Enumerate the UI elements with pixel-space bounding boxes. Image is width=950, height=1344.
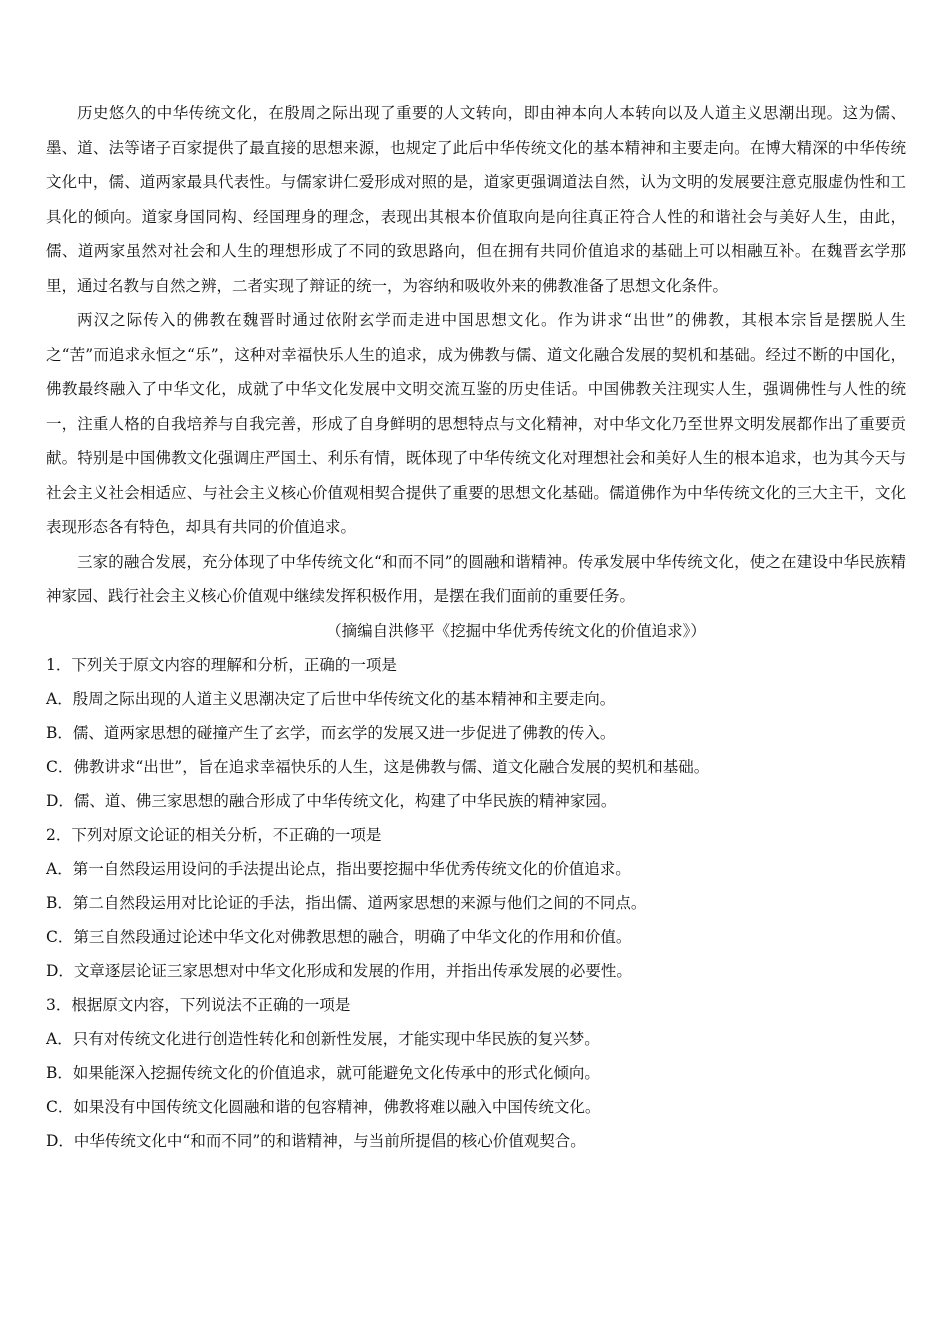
question-option: B．第二自然段运用对比论证的手法，指出儒、道两家思想的来源与他们之间的不同点。 <box>46 893 647 912</box>
question-option: A．只有对传统文化进行创造性转化和创新性发展，才能实现中华民族的复兴梦。 <box>46 1029 600 1048</box>
question-option: C．如果没有中国传统文化圆融和谐的包容精神，佛教将难以融入中国传统文化。 <box>46 1097 601 1116</box>
question-stem: 1．下列关于原文内容的理解和分析，正确的一项是 <box>46 655 397 674</box>
question-2 <box>46 818 906 988</box>
passage-paragraph-3: 三家的融合发展，充分体现了中华传统文化“和而不同”的圆融和谐精神。传承发展中华传统文化，使之在建设中华民族精神家园、践行社会主义核心价值观中继续发挥积极作用，是摆在我们面前的重要任务。 <box>46 552 906 605</box>
question-option: D．儒、道、佛三家思想的融合形成了中华传统文化，构建了中华民族的精神家园。 <box>46 791 617 810</box>
question-stem: 3．根据原文内容，下列说法不正确的一项是 <box>46 995 351 1014</box>
question-option: A．第一自然段运用设问的手法提出论点，指出要挖掘中华优秀传统文化的价值追求。 <box>46 859 631 878</box>
question-option: A．殷周之际出现的人道主义思潮决定了后世中华传统文化的基本精神和主要走向。 <box>46 689 616 708</box>
passage-source: （摘编自洪修平《挖掘中华优秀传统文化的价值追求》） <box>326 621 706 640</box>
question-option: D．文章逐层论证三家思想对中华文化形成和发展的作用，并指出传承发展的必要性。 <box>46 961 632 980</box>
passage-paragraph-1: 历史悠久的中华传统文化，在殷周之际出现了重要的人文转向，即由神本向人本转向以及人道主义思潮出现。这为儒、墨、道、法等诸子百家提供了最直接的思想来源，也规定了此后中华传统文化的基本精神和主要走向。在博大精深的中华传统文化中，儒、道两家最具代表性。与儒家讲仁爱形成对照的是，道家更强调道法自然，认为文明的发展要注意克服虚伪性和工具化的倾向。道家身国同构、经国理身的理念，表现出其根本价值取向是向往真正符合人性的和谐社会与美好人生，由此，儒、道两家虽然对社会和人生的理想形成了不同的致思路向，但在拥有共同价值追求的基础上可以相融互补。在魏晋玄学那里，通过名教与自然之辨，二者实现了辩证的统一，为容纳和吸收外来的佛教准备了思想文化条件。 <box>46 104 906 295</box>
passage-paragraph-2: 两汉之际传入的佛教在魏晋时通过依附玄学而走进中国思想文化。作为讲求“出世”的佛教，其根本宗旨是摆脱人生之“苦”而追求永恒之“乐”，这种对幸福快乐人生的追求，成为佛教与儒、道文化融合发展的契机和基础。经过不断的中国化，佛教最终融入了中华文化，成就了中华文化发展中文明交流互鉴的历史佳话。中国佛教关注现实人生，强调佛性与人性的统一，注重人格的自我培养与自我完善，形成了自身鲜明的思想特点与文化精神，对中华文化乃至世界文明发展都作出了重要贡献。特别是中国佛教文化强调庄严国土、利乐有情，既体现了中华传统文化对理想社会和美好人生的根本追求，也为其今天与社会主义社会相适应、与社会主义核心价值观相契合提供了重要的思想文化基础。儒道佛作为中华传统文化的三大主干，文化表现形态各有特色，却具有共同的价值追求。 <box>46 311 906 536</box>
document-page <box>46 96 906 1158</box>
question-option: B．儒、道两家思想的碰撞产生了玄学，而玄学的发展又进一步促进了佛教的传入。 <box>46 723 616 742</box>
question-3 <box>46 988 906 1158</box>
question-1 <box>46 648 906 818</box>
question-stem: 2．下列对原文论证的相关分析，不正确的一项是 <box>46 825 382 844</box>
question-option: D．中华传统文化中“和而不同”的和谐精神，与当前所提倡的核心价值观契合。 <box>46 1131 586 1150</box>
question-option: B．如果能深入挖掘传统文化的价值追求，就可能避免文化传承中的形式化倾向。 <box>46 1063 600 1082</box>
question-option: C．第三自然段通过论述中华文化对佛教思想的融合，明确了中华文化的作用和价值。 <box>46 927 632 946</box>
question-option: C．佛教讲求“出世”，旨在追求幸福快乐的人生，这是佛教与儒、道文化融合发展的契机和基础。 <box>46 757 710 776</box>
